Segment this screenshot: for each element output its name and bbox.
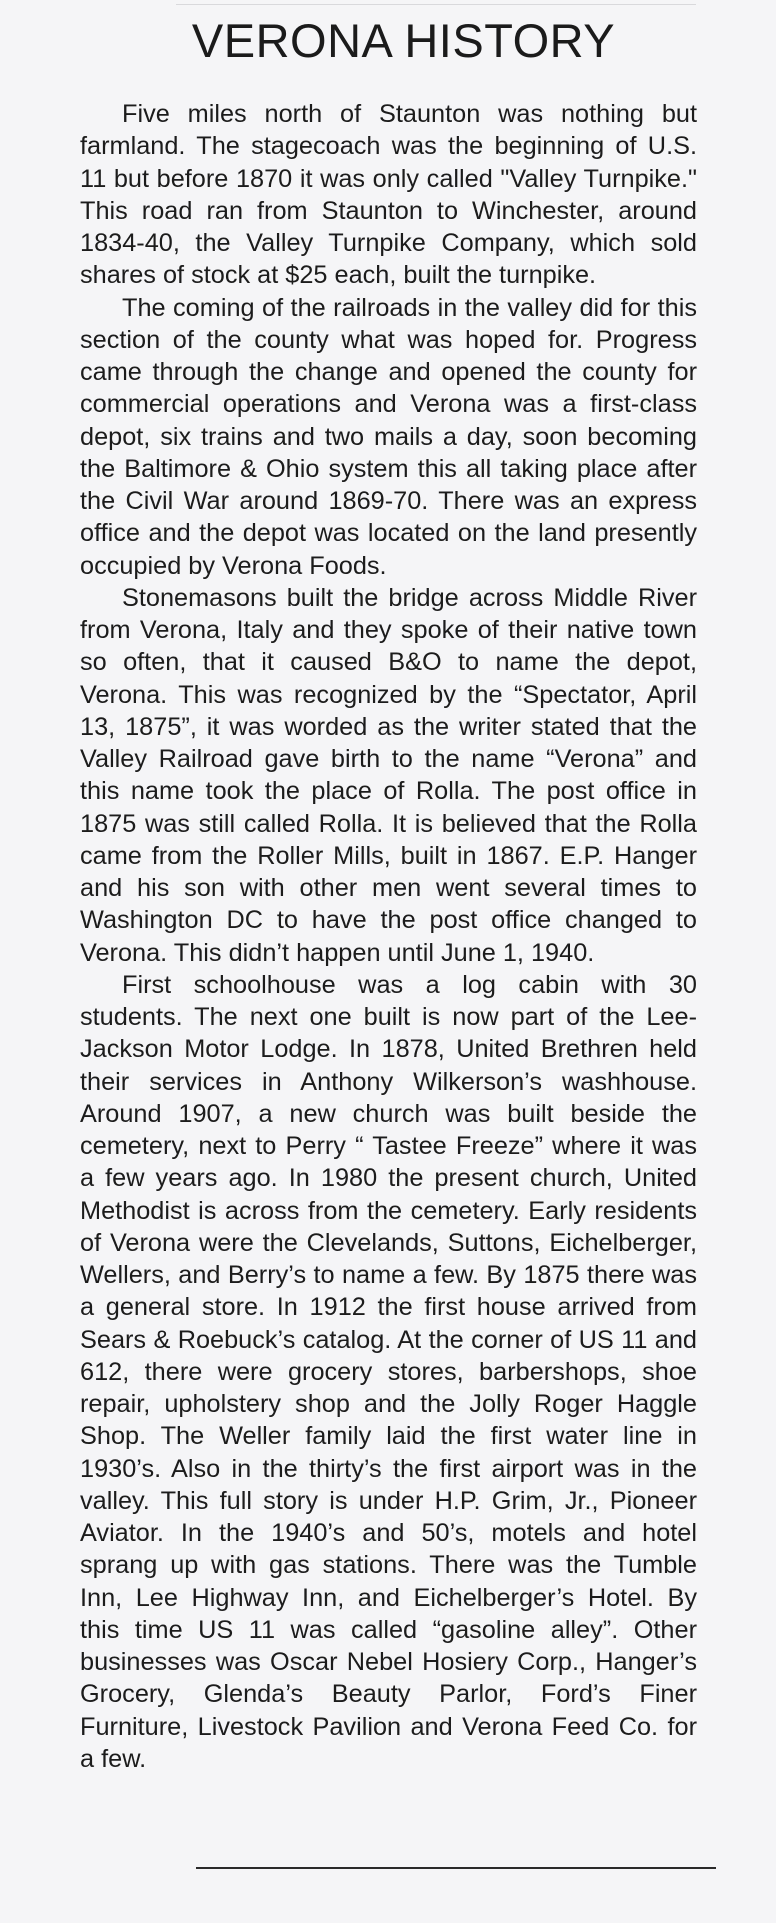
paragraph-community: First schoolhouse was a log cabin with 30 students. The next one built is now part of the Lee-Jackson Motor Lodge. In 1878, United Brethren held their services in Anthony Wilkerson’s washhouse. Around 1907, a new church was built beside the cemetery, next to Perry “ Tastee Freeze” where it was a few years ago. In 1980 the present church, United Methodist is across from the cemetery. Early residents of Verona were the Clevelands, Suttons, Eichelberger, Wellers, and Berry’s to name a few. By 1875 there was a general store. In 1912 the first house arrived from Sears & Roebuck’s catalog. At the corner of US 11 and 612, there were grocery stores, barbershops, shoe repair, upholstery shop and the Jolly Roger Haggle Shop. The Weller family laid the first water line in 1930’s. Also in the thirty’s the first airport was in the valley. This full story is under H.P. Grim, Jr., Pioneer Aviator. In the 1940’s and 50’s, motels and hotel sprang up with gas stations. There was the Tumble Inn, Lee Highway Inn, and Eichelberger’s Hotel. By this time US 11 was called “gasoline alley”. Other businesses was Oscar Nebel Hosiery Corp., Hanger’s Grocery, Glenda’s Beauty Parlor, Ford’s Finer Furniture, Livestock Pavilion and Verona Feed Co. for a few. xyxy=(80,970,697,1773)
paragraph-turnpike: Five miles north of Staunton was nothing but farmland. The stagecoach was the beginning of U.S. 11 but before 1870 it was only called "Valley Turnpike." This road ran from Staunton to Winchester, around 1834-40, the Valley Turnpike Company, which sold shares of stock at $25 each, built the turnpike. xyxy=(80,100,697,290)
top-divider xyxy=(176,4,696,5)
paragraph-railroads: The coming of the railroads in the valley did for this section of the county what was hoped for. Progress came through the change and opened the county for commercial operations and Verona was a first-class depot, six trains and two mails a day, soon becoming the Baltimore & Ohio system this all taking place after the Civil War around 1869-70. There was an express office and the depot was located on the land presently occupied by Verona Foods. xyxy=(80,293,697,580)
paragraph-naming: Stonemasons built the bridge across Middle River from Verona, Italy and they spoke of their native town so often, that it caused B&O to name the depot, Verona. This was recognized by the “Spectator, April 13, 1875”, it was worded as the writer stated that the Valley Railroad gave birth to the name “Verona” and this name took the place of Rolla. The post office in 1875 was still called Rolla. It is believed that the Rolla came from the Roller Mills, built in 1867. E.P. Hanger and his son with other men went several times to Washington DC to have the post office changed to Verona. This didn’t happen until June 1, 1940. xyxy=(80,583,697,967)
bottom-divider xyxy=(196,1867,716,1869)
article-title: VERONA HISTORY xyxy=(191,14,616,67)
article xyxy=(80,10,697,1775)
